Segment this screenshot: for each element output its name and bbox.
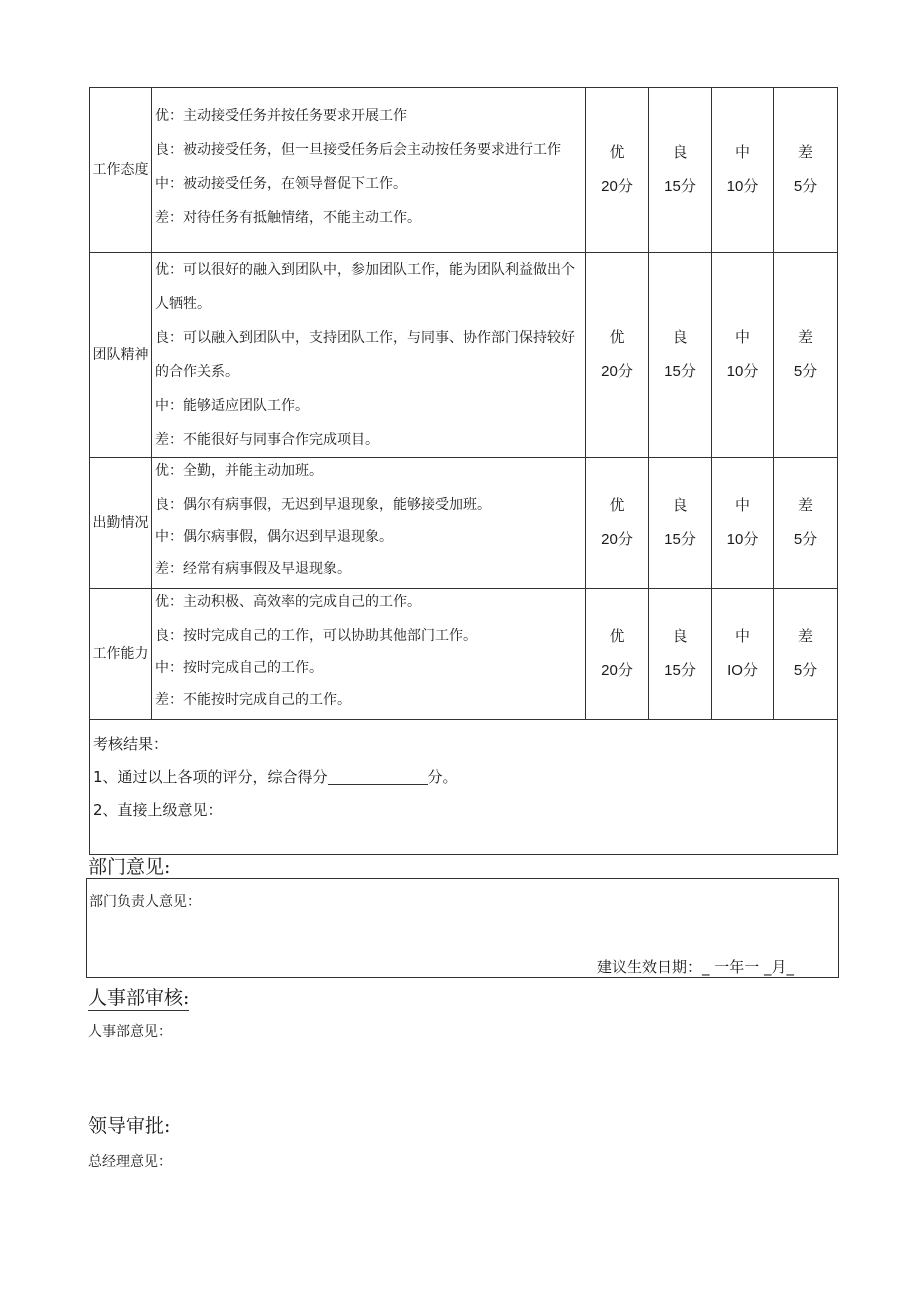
result-score-prefix: 1、通过以上各项的评分，综合得分 bbox=[93, 768, 328, 786]
grade-label: 差 bbox=[797, 497, 813, 514]
grade-cell-excellent bbox=[586, 458, 649, 589]
grade-score: 15分 bbox=[664, 363, 696, 380]
grade-score: 20分 bbox=[601, 178, 633, 195]
grade-score: 20分 bbox=[601, 363, 633, 380]
grade-label: 良 bbox=[672, 628, 688, 645]
grade-cell-medium bbox=[712, 458, 774, 589]
department-head-label: 部门负责人意见： bbox=[89, 894, 201, 910]
grade-label: 中 bbox=[734, 628, 750, 645]
category-cell bbox=[90, 589, 152, 720]
result-cell bbox=[90, 720, 838, 855]
description-line: 差：不能很好与同事合作完成项目。 bbox=[155, 432, 379, 448]
result-row bbox=[90, 720, 838, 855]
grade-score: 5分 bbox=[793, 363, 818, 380]
grade-cell-poor bbox=[774, 253, 838, 458]
description-line: 差：不能按时完成自己的工作。 bbox=[155, 692, 351, 708]
category-label: 团队精神 bbox=[92, 346, 149, 363]
result-score-suffix: 分。 bbox=[427, 768, 458, 786]
grade-cell-medium bbox=[712, 589, 774, 720]
grade-score: 20分 bbox=[601, 531, 633, 548]
description-cell bbox=[152, 88, 586, 253]
description-line: 差：经常有病事假及早退现象。 bbox=[155, 561, 351, 577]
leader-section-title: 领导审批: bbox=[88, 1115, 171, 1137]
description-line: 良：按时完成自己的工作，可以协助其他部门工作。 bbox=[155, 628, 477, 644]
grade-label: 良 bbox=[672, 329, 688, 346]
department-opinion-box[interactable] bbox=[86, 878, 839, 978]
grade-cell-poor bbox=[774, 88, 838, 253]
description-line: 优：全勤，并能主动加班。 bbox=[155, 463, 323, 479]
grade-score: 10分 bbox=[726, 363, 759, 380]
category-label: 出勤情况 bbox=[92, 514, 149, 531]
hr-opinion-label: 人事部意见： bbox=[88, 1024, 172, 1040]
description-line: 良：被动接受任务，但一旦接受任务后会主动按任务要求进行工作 bbox=[155, 142, 561, 158]
grade-label: 中 bbox=[734, 497, 750, 514]
grade-cell-good bbox=[649, 88, 712, 253]
grade-cell-poor bbox=[774, 589, 838, 720]
criteria-row-attendance bbox=[90, 458, 838, 589]
grade-label: 中 bbox=[734, 144, 750, 161]
grade-label: 中 bbox=[734, 329, 750, 346]
effective-date-line: 建议生效日期：_ 一年一 _月_ bbox=[596, 958, 794, 976]
gm-opinion-label: 总经理意见： bbox=[88, 1154, 172, 1170]
grade-label: 差 bbox=[797, 329, 813, 346]
description-line: 中：被动接受任务，在领导督促下工作。 bbox=[155, 176, 407, 192]
description-line: 中：偶尔病事假，偶尔迟到早退现象。 bbox=[155, 529, 393, 545]
evaluation-table bbox=[89, 87, 838, 855]
description-cell bbox=[152, 589, 586, 720]
grade-cell-good bbox=[649, 589, 712, 720]
grade-cell-good bbox=[649, 253, 712, 458]
description-cell bbox=[152, 253, 586, 458]
grade-label: 优 bbox=[609, 497, 625, 514]
hr-section-title: 人事部审核: bbox=[88, 987, 190, 1009]
category-cell bbox=[90, 88, 152, 253]
grade-cell-good bbox=[649, 458, 712, 589]
description-line: 优：主动积极、高效率的完成自己的工作。 bbox=[155, 594, 421, 610]
grade-cell-poor bbox=[774, 458, 838, 589]
grade-label: 差 bbox=[797, 144, 813, 161]
description-line: 良：可以融入到团队中，支持团队工作，与同事、协作部门保持较好的合作关系。 bbox=[155, 330, 575, 380]
grade-score: 20分 bbox=[601, 662, 633, 679]
grade-score: 15分 bbox=[664, 531, 696, 548]
category-cell bbox=[90, 458, 152, 589]
grade-score: 15分 bbox=[664, 662, 696, 679]
criteria-row-teamwork bbox=[90, 253, 838, 458]
criteria-row-attitude bbox=[90, 88, 838, 253]
grade-score: IO分 bbox=[727, 662, 758, 679]
description-line: 中：能够适应团队工作。 bbox=[155, 398, 309, 414]
grade-label: 良 bbox=[672, 144, 688, 161]
result-score-line bbox=[93, 761, 834, 794]
description-line: 优：主动接受任务并按任务要求开展工作 bbox=[155, 108, 407, 124]
department-section-title: 部门意见: bbox=[88, 856, 171, 878]
grade-label: 差 bbox=[797, 628, 813, 645]
total-score-field[interactable] bbox=[328, 764, 428, 785]
grade-score: 5分 bbox=[793, 662, 818, 679]
grade-label: 优 bbox=[609, 628, 625, 645]
category-label: 工作态度 bbox=[92, 161, 149, 178]
grade-label: 优 bbox=[609, 329, 625, 346]
category-label: 工作能力 bbox=[92, 645, 149, 662]
description-line: 差：对待任务有抵触情绪，不能主动工作。 bbox=[155, 210, 421, 226]
grade-score: 5分 bbox=[793, 178, 818, 195]
description-cell bbox=[152, 458, 586, 589]
grade-cell-excellent bbox=[586, 88, 649, 253]
description-line: 良：偶尔有病事假，无迟到早退现象，能够接受加班。 bbox=[155, 497, 491, 513]
grade-cell-medium bbox=[712, 88, 774, 253]
grade-label: 良 bbox=[672, 497, 688, 514]
supervisor-opinion-label: 2、直接上级意见： bbox=[93, 801, 223, 819]
grade-cell-excellent bbox=[586, 253, 649, 458]
grade-cell-medium bbox=[712, 253, 774, 458]
description-line: 优：可以很好的融入到团队中，参加团队工作，能为团队利益做出个人牺牲。 bbox=[155, 262, 575, 312]
grade-score: 5分 bbox=[793, 531, 818, 548]
grade-label: 优 bbox=[609, 144, 625, 161]
criteria-row-ability bbox=[90, 589, 838, 720]
grade-score: 15分 bbox=[664, 178, 696, 195]
grade-score: 10分 bbox=[726, 178, 759, 195]
grade-cell-excellent bbox=[586, 589, 649, 720]
result-title: 考核结果： bbox=[93, 735, 169, 753]
category-cell bbox=[90, 253, 152, 458]
description-line: 中：按时完成自己的工作。 bbox=[155, 660, 323, 676]
grade-score: 10分 bbox=[726, 531, 759, 548]
